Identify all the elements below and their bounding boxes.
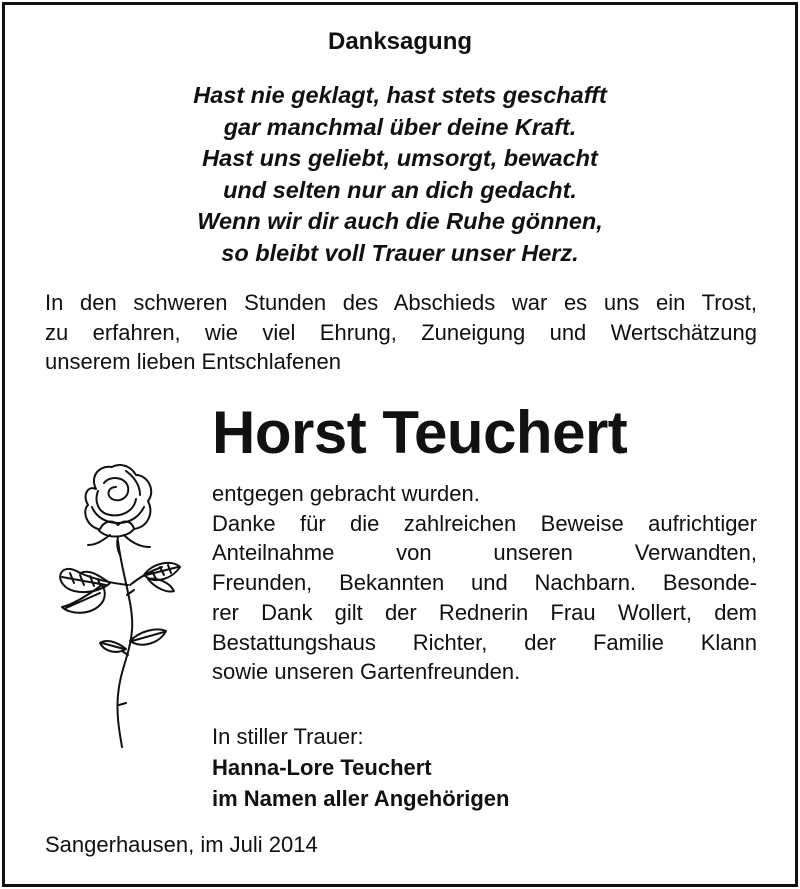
signatory-name: Hanna-Lore Teuchert bbox=[212, 755, 432, 780]
thanks-line: Freunden, Bekannten und Nachbarn. Besonde- bbox=[212, 570, 757, 596]
thanks-line: rer Dank gilt der Rednerin Frau Wollert, dem bbox=[212, 599, 757, 625]
signatory-note: im Namen aller Angehörigen bbox=[212, 786, 510, 811]
thanks-paragraph bbox=[212, 479, 757, 687]
intro-line: unserem lieben Entschlafenen bbox=[45, 349, 341, 374]
poem-line: Hast nie geklagt, hast stets geschafft bbox=[193, 82, 607, 108]
poem-block bbox=[0, 80, 800, 270]
thanks-line: Bestattungshaus Richter, der Familie Klann bbox=[212, 629, 757, 655]
poem-line: Hast uns geliebt, umsorgt, bewacht bbox=[202, 145, 598, 172]
intro-line: In den schweren Stunden des Abschieds war es uns ein Trost, bbox=[45, 290, 757, 315]
thanks-line: Anteilnahme von unseren Verwandten, bbox=[212, 540, 757, 566]
poem-line: so bleibt voll Trauer unser Herz. bbox=[221, 239, 579, 266]
thanks-line: Danke für die zahlreichen Beweise aufrichtiger bbox=[212, 510, 757, 536]
place-date: Sangerhausen, im Juli 2014 bbox=[45, 832, 318, 857]
deceased-name: Horst Teuchert bbox=[212, 399, 628, 466]
poem-line: Wenn wir dir auch die Ruhe gönnen, bbox=[197, 208, 603, 235]
poem-line: und selten nur an dich gedacht. bbox=[223, 176, 577, 203]
intro-line: zu erfahren, wie viel Ehrung, Zuneigung und Wertschätzung bbox=[45, 319, 757, 345]
mourning-label: In stiller Trauer: bbox=[212, 724, 364, 749]
thanks-line: entgegen gebracht wurden. bbox=[212, 481, 480, 506]
poem-line: gar manchmal über deine Kraft. bbox=[223, 113, 577, 140]
thanks-line: sowie unseren Gartenfreunden. bbox=[212, 659, 521, 685]
signature-block bbox=[212, 721, 509, 814]
notice-title: Danksagung bbox=[327, 28, 473, 55]
rose-icon bbox=[40, 455, 190, 755]
intro-paragraph bbox=[45, 288, 757, 377]
